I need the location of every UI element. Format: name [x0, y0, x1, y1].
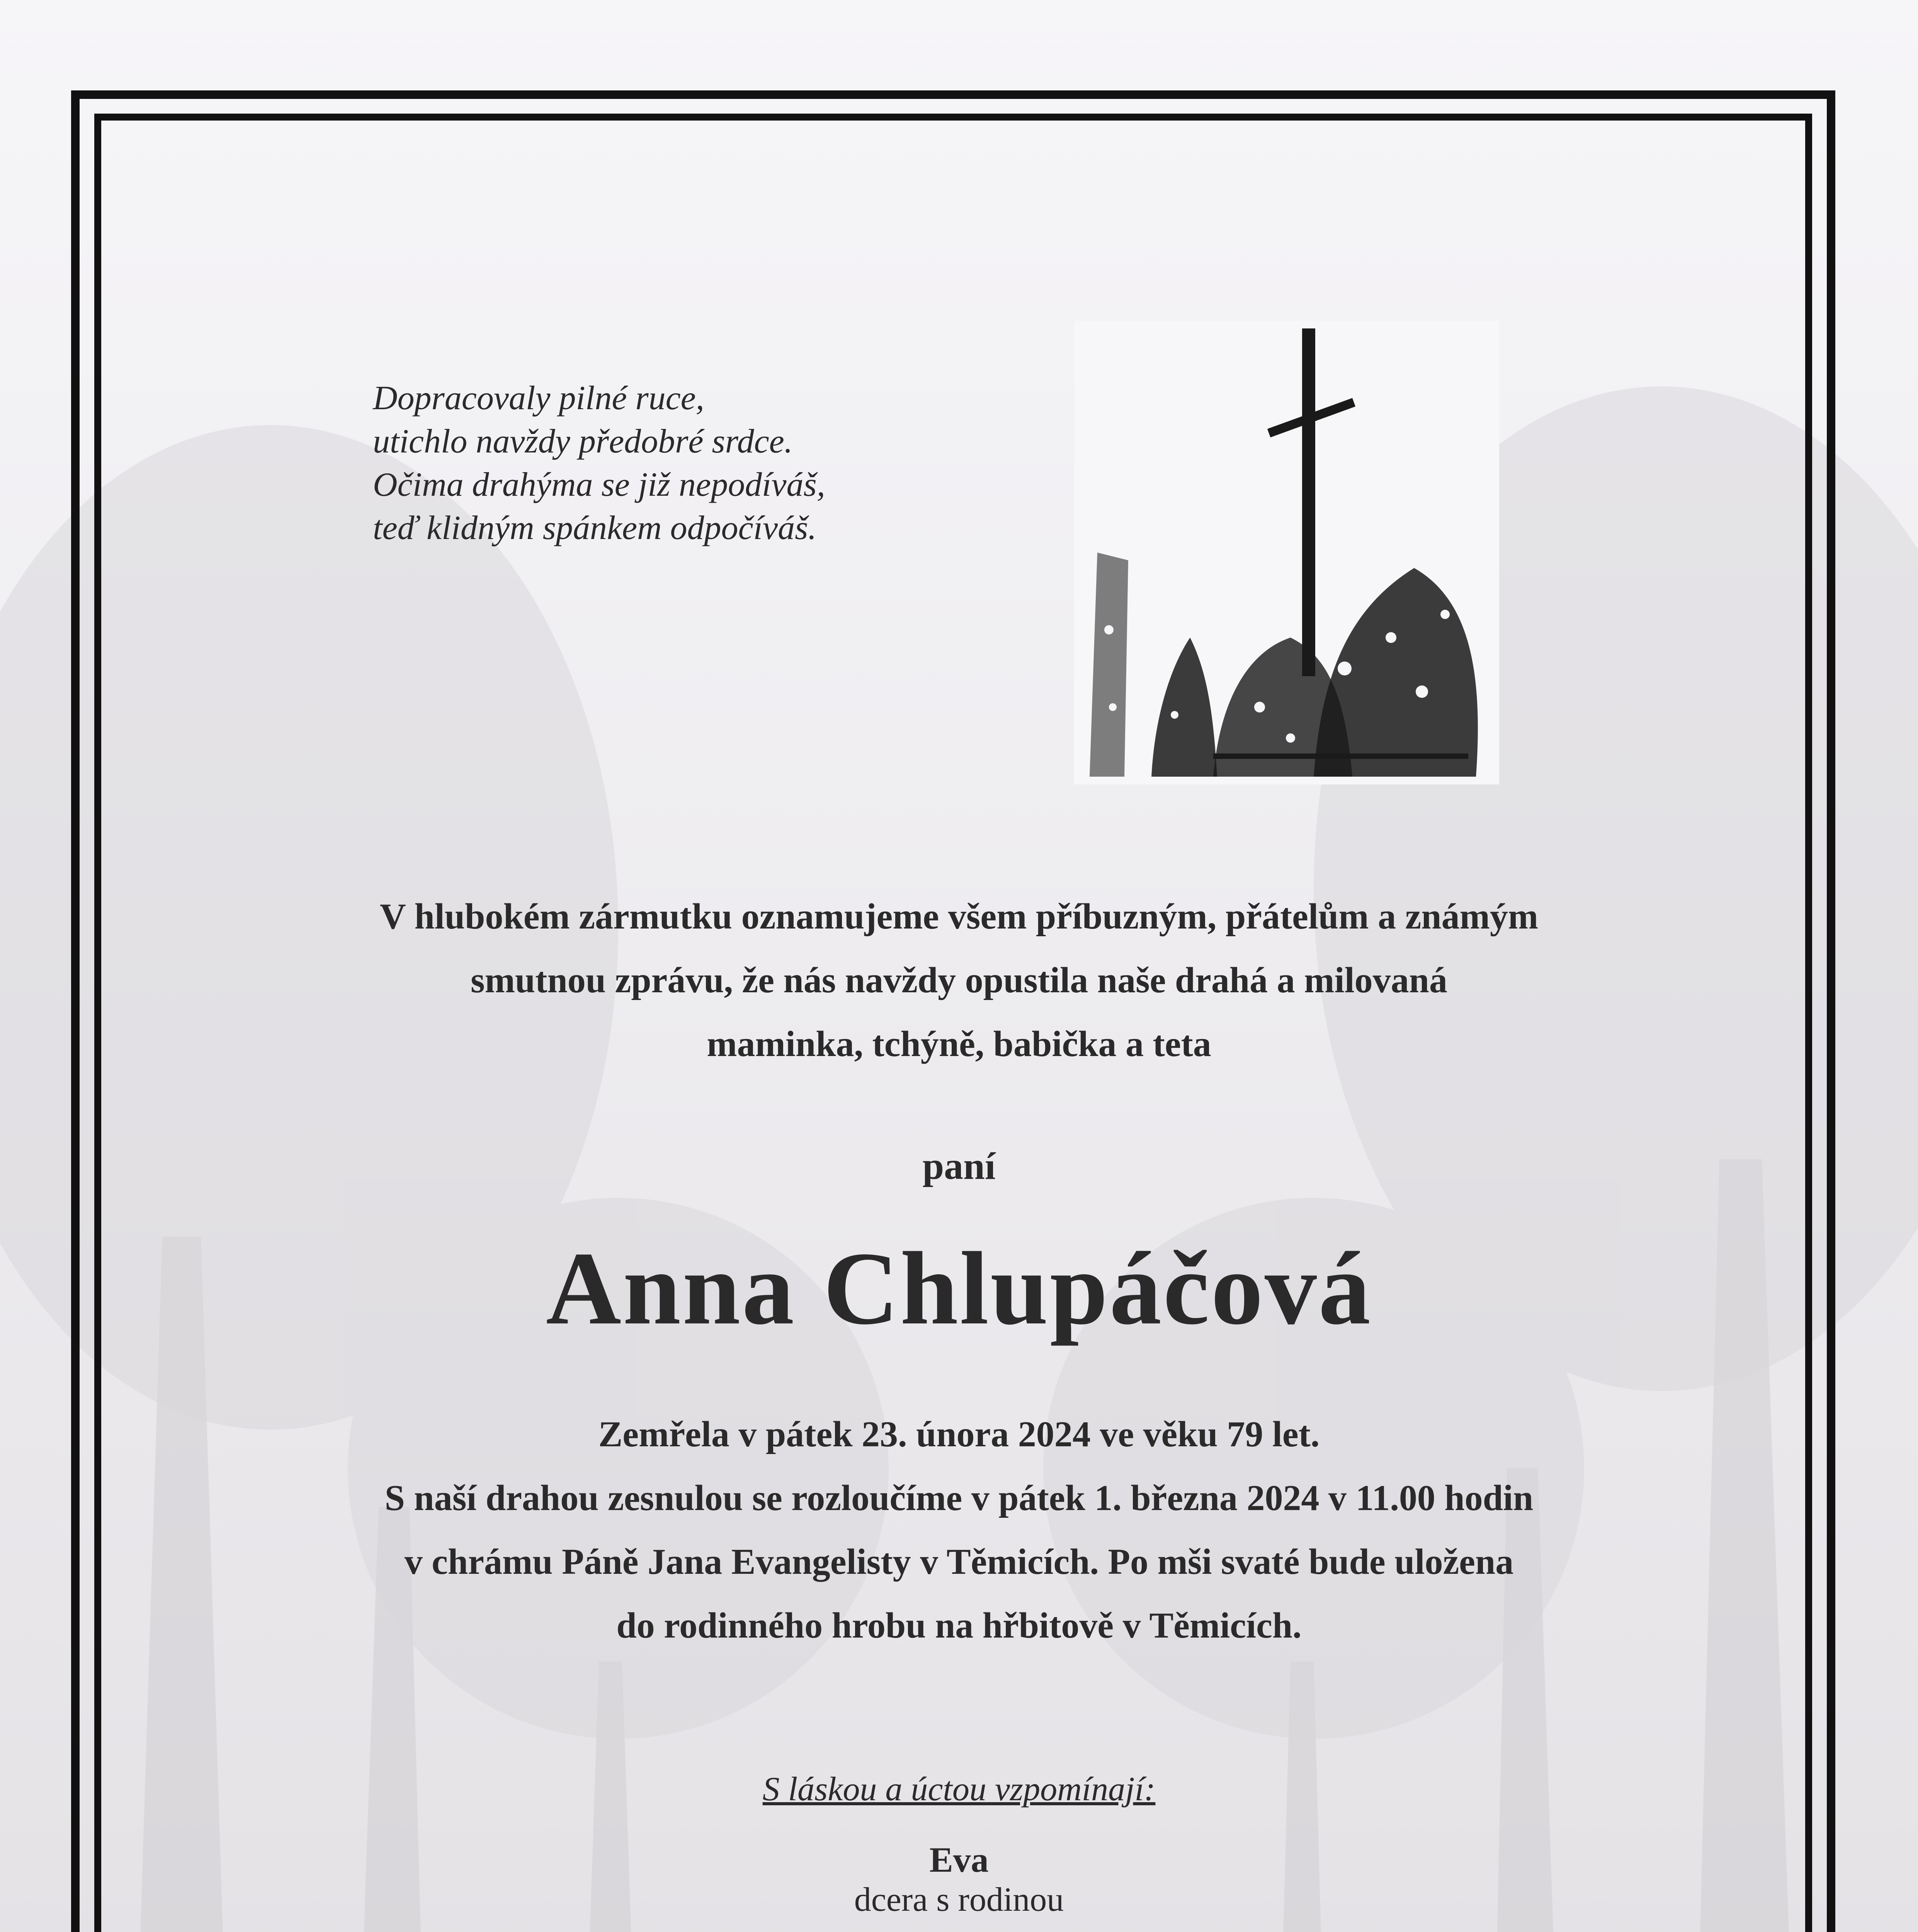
mourner-eva: [0, 1839, 1918, 1919]
funeral-details: [0, 1403, 1918, 1658]
details-line: S naší drahou zesnulou se rozloučíme v pátek 1. března 2024 v 11.00 hodin: [384, 1478, 1534, 1518]
honorific-title: paní: [922, 1145, 996, 1187]
details-line: do rodinného hrobu na hřbitově v Těmicích.: [616, 1605, 1302, 1646]
announcement-line: V hlubokém zármutku oznamujeme všem příbuzným, přátelům a známým: [379, 896, 1539, 937]
announcement: [0, 885, 1918, 1076]
remembrance-heading: S láskou a úctou vzpomínají:: [762, 1770, 1156, 1808]
details-line: v chrámu Páně Jana Evangelisty v Těmicích. Po mši svaté bude uložena: [404, 1542, 1514, 1582]
mourner-name: Eva: [929, 1840, 989, 1879]
poem-line: Očima drahýma se již nepodíváš,: [373, 466, 825, 503]
poem: [373, 377, 952, 550]
mourner-relation: dcera s rodinou: [854, 1881, 1064, 1918]
announcement-line: maminka, tchýně, babička a teta: [707, 1024, 1211, 1064]
cross-icon: [1074, 321, 1499, 784]
poem-line: utichlo navždy předobré srdce.: [373, 423, 793, 460]
announcement-line: smutnou zprávu, že nás navždy opustila naše drahá a milovaná: [471, 960, 1447, 1000]
poem-line: Dopracovaly pilné ruce,: [373, 379, 704, 417]
poem-line: teď klidným spánkem odpočíváš.: [373, 509, 817, 547]
deceased-name: Anna Chlupáčová: [546, 1231, 1372, 1346]
details-line: Zemřela v pátek 23. února 2024 ve věku 79 let.: [598, 1414, 1320, 1454]
